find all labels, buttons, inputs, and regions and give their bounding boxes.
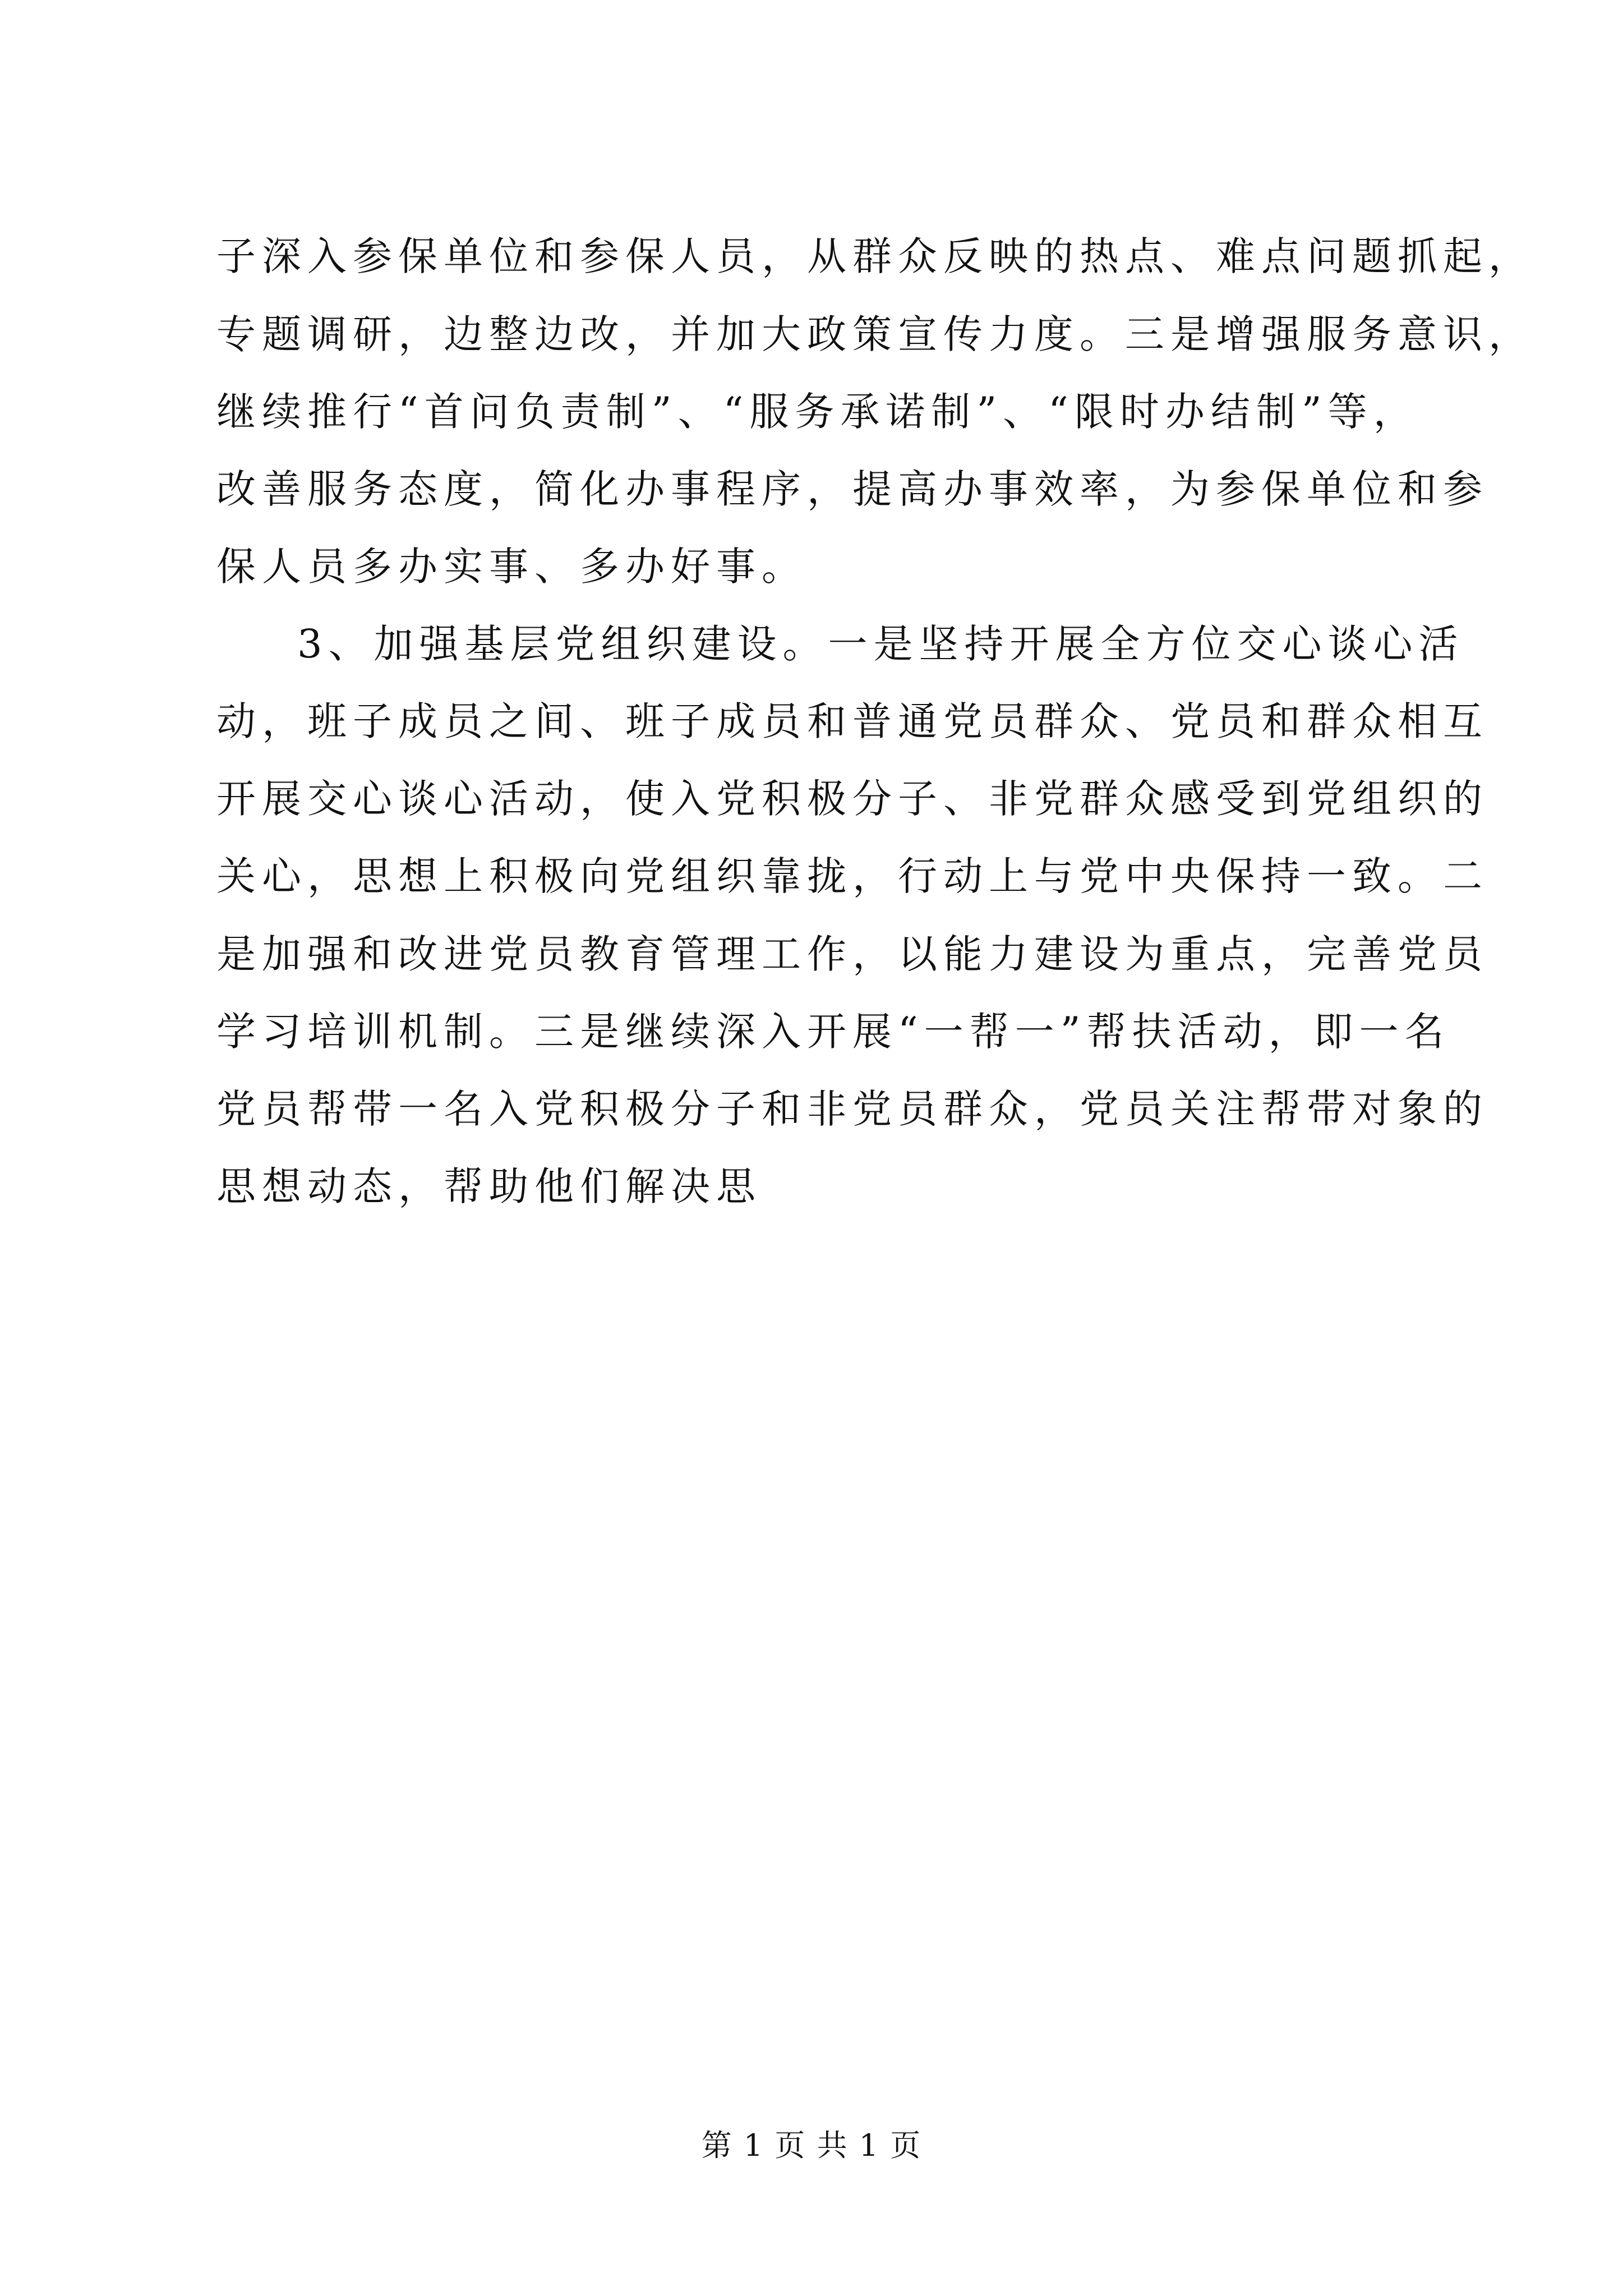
text-line: 专题调研，边整边改，并加大政策宣传力度。三是增强服务意识，: [216, 311, 1534, 357]
text-line: 改善服务态度，简化办事程序，提高办事效率，为参保单位和参: [216, 466, 1488, 512]
text-line: 子深入参保单位和参保人员，从群众反映的热点、难点问题抓起，: [216, 233, 1534, 279]
text-line: 开展交心谈心活动，使入党积极分子、非党群众感受到党组织的: [216, 776, 1488, 822]
text-line: 思想动态，帮助他们解决思: [216, 1163, 762, 1209]
text-line: 动，班子成员之间、班子成员和普通党员群众、党员和群众相互: [216, 698, 1488, 744]
text-line: 党员帮带一名入党积极分子和非党员群众，党员关注帮带对象的: [216, 1086, 1488, 1132]
page-footer: 第 1 页 共 1 页: [701, 2128, 922, 2163]
text-line: 学习培训机制。三是继续深入开展“一帮一”帮扶活动，即一名: [216, 1009, 1450, 1055]
text-line: 保人员多办实事、多办好事。: [216, 544, 807, 590]
paragraph-first-line: 3、加强基层党组织建设。一是坚持开展全方位交心谈心活: [297, 621, 1464, 667]
text-line: 继续推行“首问负责制”、“服务承诺制”、“限时办结制”等，: [216, 389, 1419, 435]
text-line: 关心，思想上积极向党组织靠拢，行动上与党中央保持一致。二: [216, 853, 1488, 899]
text-line: 是加强和改进党员教育管理工作，以能力建设为重点，完善党员: [216, 931, 1488, 977]
